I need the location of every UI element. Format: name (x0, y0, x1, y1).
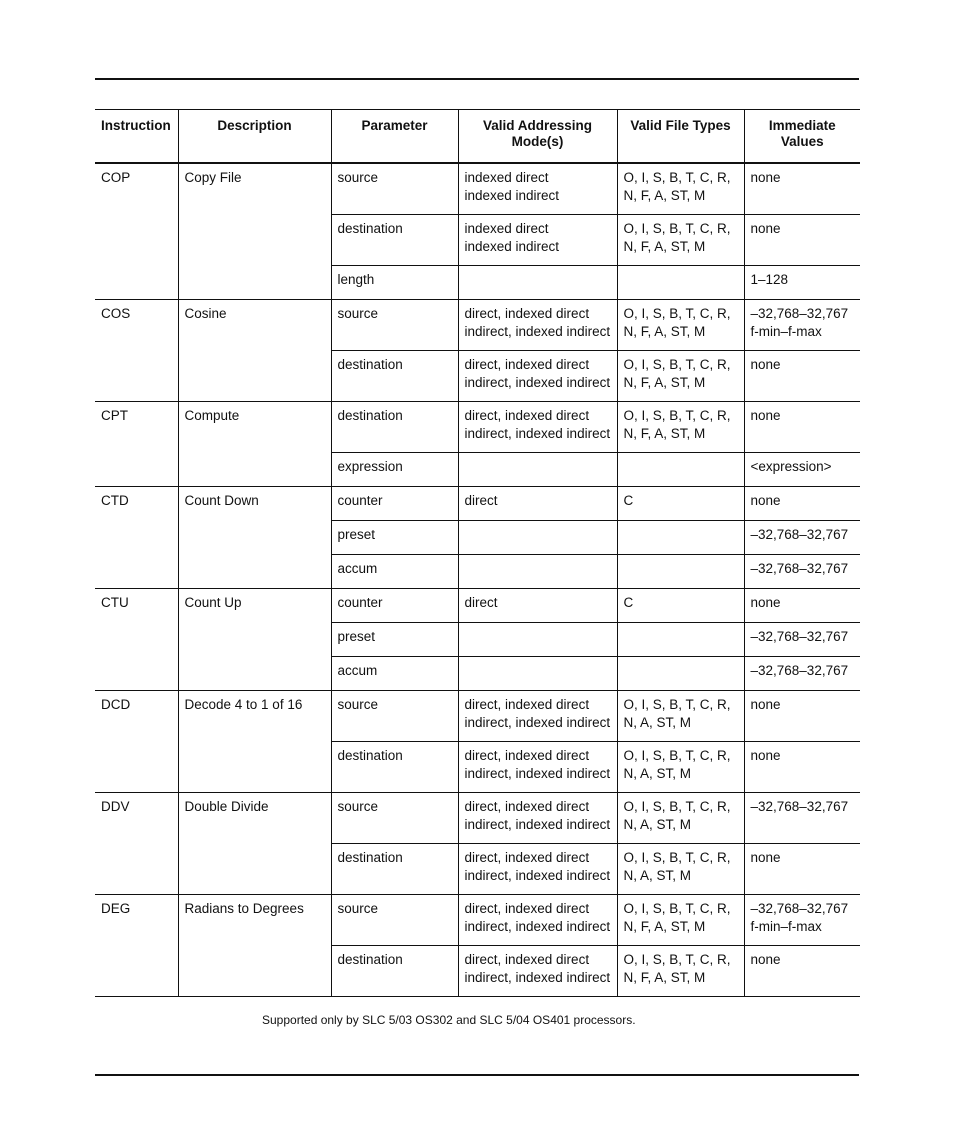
parameter-cell: preset (331, 521, 458, 555)
addressing-cell (458, 163, 617, 215)
parameter-cell: preset (331, 623, 458, 657)
addressing-cell (458, 895, 617, 946)
immediate-cell (744, 351, 860, 402)
addressing-cell-line: indexed direct (464, 221, 549, 236)
header-addressing-line: Mode(s) (511, 134, 564, 149)
addressing-cell (458, 844, 617, 895)
instruction-cell: COP (95, 163, 178, 300)
addressing-cell (458, 793, 617, 844)
immediate-cell (744, 589, 860, 623)
addressing-cell (458, 351, 617, 402)
addressing-cell (458, 946, 617, 997)
immediate-cell-line: –32,768–32,767 (750, 663, 849, 678)
immediate-cell (744, 521, 860, 555)
parameter-cell: destination (331, 402, 458, 453)
header-instruction: Instruction (95, 110, 178, 164)
immediate-cell (744, 453, 860, 487)
addressing-cell-line: indirect, indexed indirect (464, 714, 611, 730)
file-types-cell-line: N, F, A, ST, M (623, 374, 706, 390)
immediate-cell-line: none (750, 170, 781, 185)
immediate-cell-line: none (750, 493, 781, 508)
file-types-cell-line: N, A, ST, M (623, 714, 692, 730)
addressing-cell (458, 623, 617, 657)
immediate-cell-line: –32,768–32,767 (750, 799, 849, 814)
parameter-cell: counter (331, 487, 458, 521)
parameter-cell: destination (331, 215, 458, 266)
instruction-cell: CTU (95, 589, 178, 691)
description-cell: Copy File (178, 163, 331, 300)
file-types-cell (617, 163, 744, 215)
addressing-cell (458, 300, 617, 351)
immediate-cell (744, 266, 860, 300)
addressing-cell-line: direct, indexed direct (464, 357, 590, 372)
immediate-cell-line: f-min–f-max (750, 918, 822, 934)
file-types-cell (617, 793, 744, 844)
parameter-cell: accum (331, 657, 458, 691)
addressing-cell-line: indirect, indexed indirect (464, 425, 611, 441)
instruction-cell: CTD (95, 487, 178, 589)
file-types-cell (617, 453, 744, 487)
addressing-cell-line: direct, indexed direct (464, 408, 590, 423)
file-types-cell-line: O, I, S, B, T, C, R, (623, 697, 731, 712)
table-row (95, 163, 860, 215)
file-types-cell-line: O, I, S, B, T, C, R, (623, 748, 731, 763)
description-cell: Cosine (178, 300, 331, 402)
file-types-cell (617, 844, 744, 895)
addressing-cell (458, 657, 617, 691)
immediate-cell-line: f-min–f-max (750, 323, 822, 339)
addressing-cell (458, 487, 617, 521)
file-types-cell-line: C (623, 595, 634, 610)
addressing-cell-line: indirect, indexed indirect (464, 867, 611, 883)
file-types-cell (617, 351, 744, 402)
top-rule (95, 78, 859, 80)
file-types-cell-line: O, I, S, B, T, C, R, (623, 170, 731, 185)
parameter-cell: source (331, 691, 458, 742)
parameter-cell: source (331, 163, 458, 215)
addressing-cell (458, 215, 617, 266)
immediate-cell-line: none (750, 697, 781, 712)
description-cell: Compute (178, 402, 331, 487)
addressing-cell-line: direct, indexed direct (464, 306, 590, 321)
addressing-cell-line: direct, indexed direct (464, 748, 590, 763)
parameter-cell: source (331, 895, 458, 946)
immediate-cell-line: <expression> (750, 459, 832, 474)
description-cell: Count Up (178, 589, 331, 691)
immediate-cell (744, 555, 860, 589)
instruction-cell: CPT (95, 402, 178, 487)
immediate-cell (744, 163, 860, 215)
immediate-cell-line: –32,768–32,767 (750, 901, 849, 916)
file-types-cell (617, 487, 744, 521)
file-types-cell-line: N, F, A, ST, M (623, 187, 706, 203)
immediate-cell (744, 487, 860, 521)
header-immediate (744, 110, 860, 164)
file-types-cell (617, 657, 744, 691)
table-row (95, 402, 860, 453)
file-types-cell (617, 215, 744, 266)
parameter-cell: length (331, 266, 458, 300)
immediate-cell-line: –32,768–32,767 (750, 629, 849, 644)
table-row (95, 691, 860, 742)
immediate-cell-line: none (750, 408, 781, 423)
file-types-cell-line: N, A, ST, M (623, 765, 692, 781)
addressing-cell (458, 453, 617, 487)
addressing-cell (458, 691, 617, 742)
addressing-cell-line: indirect, indexed indirect (464, 969, 611, 985)
description-cell: Radians to Degrees (178, 895, 331, 997)
immediate-cell (744, 402, 860, 453)
instruction-cell: DEG (95, 895, 178, 997)
immediate-cell (744, 623, 860, 657)
description-cell: Count Down (178, 487, 331, 589)
file-types-cell-line: O, I, S, B, T, C, R, (623, 221, 731, 236)
file-types-cell (617, 555, 744, 589)
immediate-cell (744, 742, 860, 793)
description-cell: Decode 4 to 1 of 16 (178, 691, 331, 793)
parameter-cell: destination (331, 351, 458, 402)
file-types-cell-line: O, I, S, B, T, C, R, (623, 408, 731, 423)
header-immediate-line: Values (780, 134, 824, 149)
file-types-cell-line: O, I, S, B, T, C, R, (623, 357, 731, 372)
file-types-cell-line: N, F, A, ST, M (623, 238, 706, 254)
addressing-cell-line: indexed indirect (464, 187, 560, 203)
addressing-cell-line: direct, indexed direct (464, 850, 590, 865)
addressing-cell (458, 402, 617, 453)
immediate-cell-line: –32,768–32,767 (750, 561, 849, 576)
header-parameter: Parameter (331, 110, 458, 164)
file-types-cell-line: N, F, A, ST, M (623, 323, 706, 339)
addressing-cell-line: indirect, indexed indirect (464, 918, 611, 934)
file-types-cell-line: N, F, A, ST, M (623, 918, 706, 934)
table-row (95, 895, 860, 946)
file-types-cell-line: O, I, S, B, T, C, R, (623, 799, 731, 814)
addressing-cell (458, 742, 617, 793)
parameter-cell: source (331, 793, 458, 844)
table-row (95, 793, 860, 844)
file-types-cell (617, 623, 744, 657)
file-types-cell (617, 521, 744, 555)
addressing-cell (458, 589, 617, 623)
bottom-rule (95, 1074, 859, 1076)
immediate-cell (744, 946, 860, 997)
addressing-cell-line: indirect, indexed indirect (464, 816, 611, 832)
immediate-cell-line: none (750, 850, 781, 865)
file-types-cell (617, 266, 744, 300)
addressing-cell-line: direct (464, 595, 498, 610)
parameter-cell: destination (331, 946, 458, 997)
file-types-cell (617, 895, 744, 946)
instruction-cell: COS (95, 300, 178, 402)
parameter-cell: destination (331, 844, 458, 895)
table-header (95, 110, 860, 164)
file-types-cell-line: N, A, ST, M (623, 816, 692, 832)
addressing-cell-line: indexed indirect (464, 238, 560, 254)
immediate-cell-line: –32,768–32,767 (750, 306, 849, 321)
addressing-cell-line: direct, indexed direct (464, 799, 590, 814)
immediate-cell (744, 793, 860, 844)
file-types-cell-line: O, I, S, B, T, C, R, (623, 850, 731, 865)
file-types-cell (617, 402, 744, 453)
parameter-cell: counter (331, 589, 458, 623)
addressing-cell-line: indirect, indexed indirect (464, 323, 611, 339)
parameter-cell: accum (331, 555, 458, 589)
immediate-cell (744, 657, 860, 691)
description-cell: Double Divide (178, 793, 331, 895)
immediate-cell-line: none (750, 748, 781, 763)
addressing-cell (458, 555, 617, 589)
file-types-cell (617, 300, 744, 351)
file-types-cell (617, 742, 744, 793)
addressing-cell-line: direct, indexed direct (464, 697, 590, 712)
table-row (95, 589, 860, 623)
addressing-cell (458, 521, 617, 555)
table-body (95, 163, 860, 997)
instruction-cell: DDV (95, 793, 178, 895)
file-types-cell-line: O, I, S, B, T, C, R, (623, 901, 731, 916)
file-types-cell (617, 691, 744, 742)
immediate-cell-line: 1–128 (750, 272, 789, 287)
immediate-cell-line: none (750, 357, 781, 372)
footnote: Supported only by SLC 5/03 OS302 and SLC 5/04 OS401 processors. (262, 1013, 636, 1027)
addressing-cell (458, 266, 617, 300)
file-types-cell (617, 946, 744, 997)
immediate-cell-line: none (750, 595, 781, 610)
addressing-cell-line: direct, indexed direct (464, 952, 590, 967)
immediate-cell-line: none (750, 221, 781, 236)
addressing-cell-line: direct, indexed direct (464, 901, 590, 916)
immediate-cell (744, 300, 860, 351)
immediate-cell (744, 895, 860, 946)
instruction-table (95, 109, 860, 997)
table-row (95, 487, 860, 521)
header-description: Description (178, 110, 331, 164)
immediate-cell (744, 691, 860, 742)
header-file-types: Valid File Types (617, 110, 744, 164)
parameter-cell: destination (331, 742, 458, 793)
file-types-cell (617, 589, 744, 623)
immediate-cell-line: none (750, 952, 781, 967)
file-types-cell-line: N, F, A, ST, M (623, 425, 706, 441)
addressing-cell-line: indexed direct (464, 170, 549, 185)
header-addressing (458, 110, 617, 164)
addressing-cell-line: indirect, indexed indirect (464, 374, 611, 390)
header-immediate-line: Immediate (768, 118, 836, 133)
file-types-cell-line: N, A, ST, M (623, 867, 692, 883)
immediate-cell (744, 215, 860, 266)
file-types-cell-line: N, F, A, ST, M (623, 969, 706, 985)
header-addressing-line: Valid Addressing (482, 118, 593, 133)
file-types-cell-line: O, I, S, B, T, C, R, (623, 306, 731, 321)
file-types-cell-line: C (623, 493, 634, 508)
table-row (95, 300, 860, 351)
immediate-cell (744, 844, 860, 895)
addressing-cell-line: indirect, indexed indirect (464, 765, 611, 781)
addressing-cell-line: direct (464, 493, 498, 508)
instruction-cell: DCD (95, 691, 178, 793)
parameter-cell: source (331, 300, 458, 351)
immediate-cell-line: –32,768–32,767 (750, 527, 849, 542)
parameter-cell: expression (331, 453, 458, 487)
file-types-cell-line: O, I, S, B, T, C, R, (623, 952, 731, 967)
